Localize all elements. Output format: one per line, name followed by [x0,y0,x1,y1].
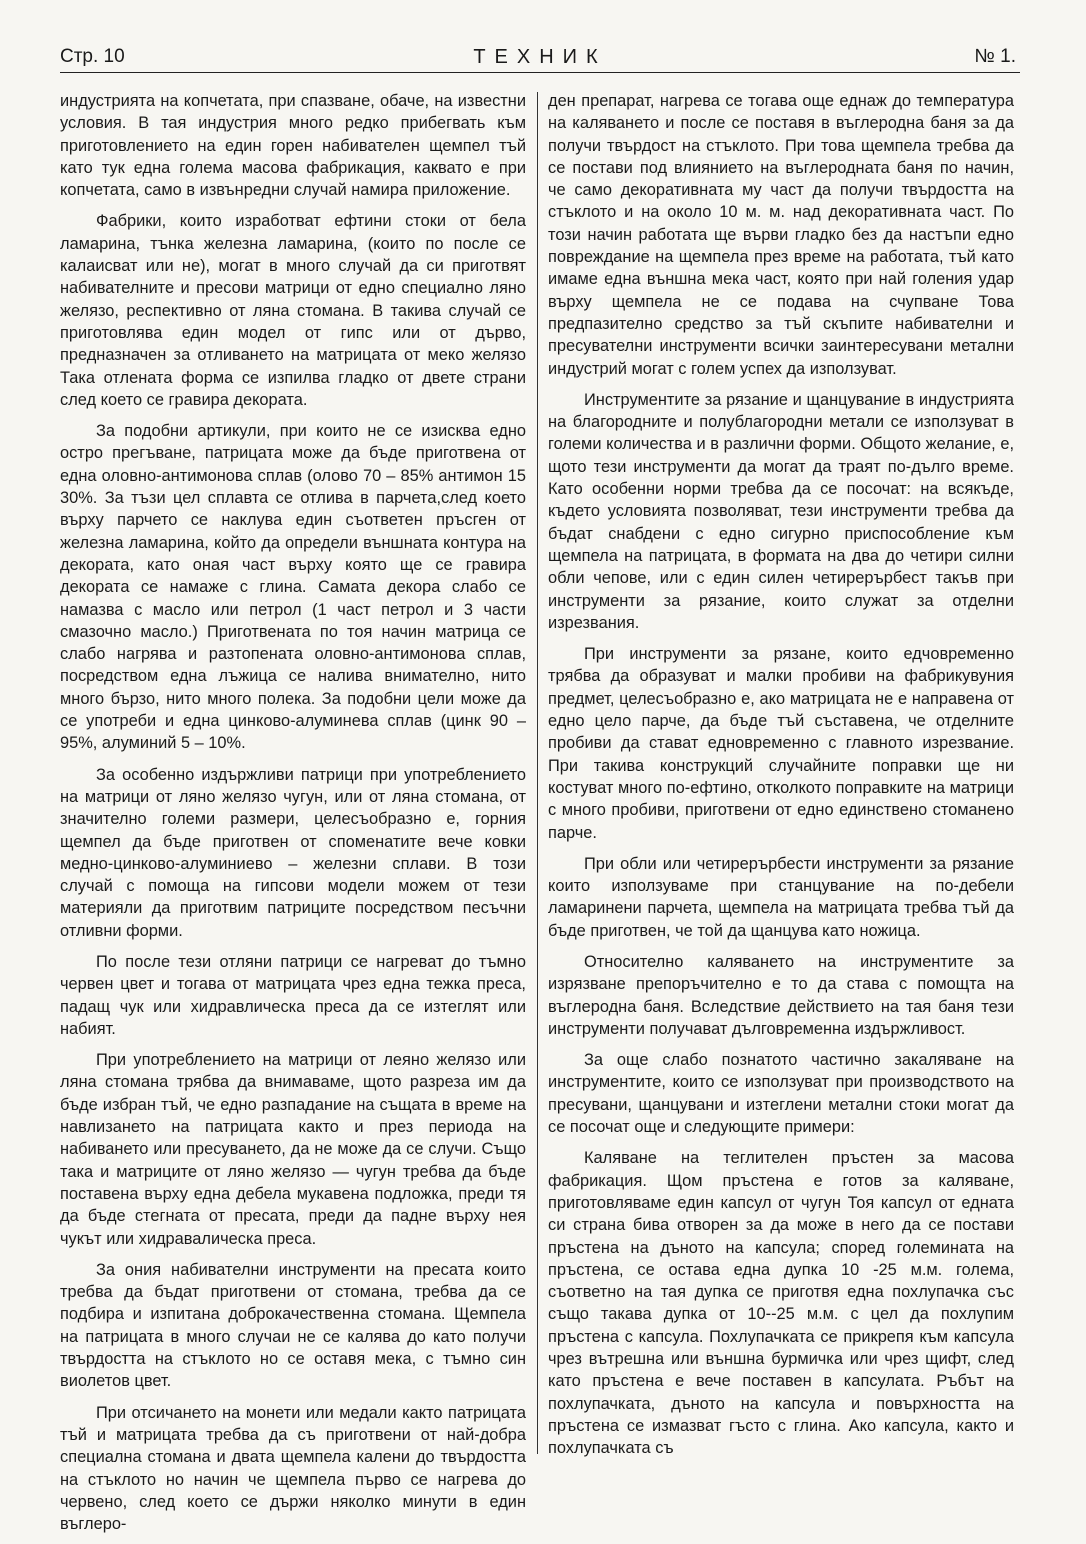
paragraph: За ония набивателни инструменти на пресата които требва да бъдат приготвени от стомана, требва да се подбира и изпитана доброкачественна стомана. Щемпела на патрицата в много случаи не се калява до като получи твърдостта на стъклото но се оставя мека, с тъмно син виолетов цвет. [60,1260,526,1391]
paragraph: По после тези отляни патрици се нагреват до тъмно червен цвет и тогава от матрицата чрез една тежка преса, падащ чук или хидравлическа преса да се изтеглят или набият. [60,952,526,1038]
paragraph: При отсичането на монети или медали както патрицата тъй и матрицата требва да съ приготвени от най-добра специална стомана и двата щемпела калени до твърдостта на стъклото но начин че щемпела първо се нагрева до червено, след което се държи няколко минути в един въглеро- [60,1403,526,1534]
paragraph: Относително каляването на инструментите за изрязване препоръчително е то да става с помощта на въглеродна баня. Вследствие действието на тая баня тези инструменти получават дълговременна издържливост. [548,952,1014,1038]
column-divider [537,92,538,1454]
paragraph: При употреблението на матрици от леяно желязо или ляна стомана трябва да внимаваме, щото разреза им да бъде избран тъй, че едно разпадание на същата в време на навлизането на патрицата както и през периода на набиването или пресуването, да не може да се случи. Също така и матриците от ляно желязо — чугун требва да бъде поставена върху една дебела мукавена подложка, преди тя да бъде стегната от пресата, преди да падне върху нея чукът или хидравалическа преса. [60,1051,526,1248]
paragraph: При обли или четирерърбести инструменти за рязание които използуваме при станцувание на по-дебели ламаринени парчета, щемпела на матрицата требва тъй да бъде приготвен, че той да щанцува като ножица. [548,854,1014,940]
paragraph: За подобни артикули, при които не се изисква едно остро прегъване, патрицата може да бъде приготвена от една оловно-антимонова сплав (олово 70 – 85% антимон 15 30%. За тъзи цел сплавта се отлива в парчета,след което върху парчето се наклува един съответен пръсген от железна ламарина, който да определи външната контура на декората, като оная част върху която ще се гравира декората се намаже с глина. Самата декора слабо се намазва с масло или петрол (1 част петрол и 3 части смазочно масло.) Приготвената по тоя начин матрица се слабо нагрява и разтопената оловно-антимонова сплав, посредством една лъжица се налива внимателно, нито много бързо, нито много полека. За подобни цели може да се употреби и една цинково-алуминева сплав (цинк 90 – 95%, алуминий 5 – 10%. [60,422,526,753]
right-column [548,90,1014,1469]
left-column [60,90,526,1544]
paragraph: При инструменти за рязане, които едчовременно трябва да образуват и малки пробиви на фабрикувуния предмет, целесъобразно е, ако матрицата не е направена от едно цело парче, да бъде тъй съставена, че отделните пробиви да стават едновременно с главното изрезвание. При такива конструкций случайните поправки ще ни костуват много по-ефтино, отколкото поправките на матрици с много пробиви, приготвени от едно единствено стоманено парче. [548,645,1014,842]
paragraph: индустрията на копчетата, при спазване, обаче, на известни условия. В тая индустрия много редко прибегвать към приготовлението на един горен набивателен щемпел тъй като тук една голема масова фабрикация, каквато е при копчетата, само в извънредни случай намира приложение. [60,92,526,200]
paragraph: За още слабо познатото частично закаляване на инструментите, които се използуват при производството на пресувани, щанцувани и изтеглени метални стоки могат да се посочат още и следующите примери: [548,1051,1014,1137]
paragraph: Инструментите за рязание и щанцувание в индустрията на благородните и полублагородни метали се използуват в големи количества и в различни форми. Общото желание, е, щото тези инструменти да могат да траят по-дълго време. Като особенни норми требва да се посочат: на всякъде, където условията позволяват, тези инструменти требва да бъдат снабдени с едно сигурно приспособление към щемпела на патрицата, в формата на два до четири силни обли чепове, или с един силен четирерърбест такъв при инструменти за рязание, които служат за отделни изрезвания. [548,390,1014,632]
paragraph: ден препарат, нагрева се тогава още еднаж до температура на каляването и после се поставя в въглеродна баня за да получи твърдост на стъклото. При това щемпела требва да се постави под влиянието на въглеродната баня по начин, че само декоративната му част да получи твърдостта на стъклото и на около 10 м. м. над декоративната част. По този начин работата ще върви гладко без да настъпи едно повреждание на щемпела през време на работата, тъй като имаме една външна мека част, която при най голения удар върху щемпела не се подава на счупване Това предпазително средство за тъй скъпите набивателни и пресувателни инструменти всички заинтересувани метални индустрий могат с голем успех да използуват. [548,92,1014,378]
paragraph: За особенно издържливи патрици при употреблението на матрици от ляно желязо чугун, или от ляна стомана, от значително големи размери, целесъобразно е, горния щемпел да бъде приготвен от споменатите вече ковки медно-цинково-алуминиево – железни сплави. В този случай с помоща на гипсови модели можем от тези материяли да приготвим патриците посредством песъчни отливни форми. [60,765,526,940]
issue-number: № 1. [974,46,1016,67]
paragraph: Каляване на теглителен пръстен за масова фабрикация. Щом пръстена е готов за каляване, приготовляваме един капсул от чугун Тоя капсул от едната си страна бива отворен за да може в него да се постави пръстена на дъното на капсула; според големината на пръстена, се остава една дупка 10 -25 м.м. голема, съответно на тая дупка се приготвя една похлупачка със също такава дупка от 10--25 м.м. с цел да похлупим пръстена с капсула. Похлупачката се прикрепя към капсула чрез вътрешна или външна бурмичка или чрез щифт, след като пръстена е вече поставен в капсулата. Ръбът на похлупачката, дъното на капсула и повърхността на пръстена се измазват гъсто с глина. Ако капсула, както и похлупачката съ [548,1149,1014,1458]
page-header [60,44,1020,73]
journal-title: ТЕХНИК [473,46,607,68]
page-number: Стр. 10 [60,46,125,67]
paragraph: Фабрики, които изработват ефтини стоки от бела ламарина, тънка железна ламарина, (които по после се калаисват или не), могат в много случай да си приготвят набивателните и пресови матрици от едно специално ляно желязо, респективно от ляна стомана. В такива случай се приготовлява един модел от гипс или от дърво, предназначен за отливането на матрицата от меко желязо Така отлената форма се изпилва гладко от двете страни след което се гравира декората. [60,212,526,409]
